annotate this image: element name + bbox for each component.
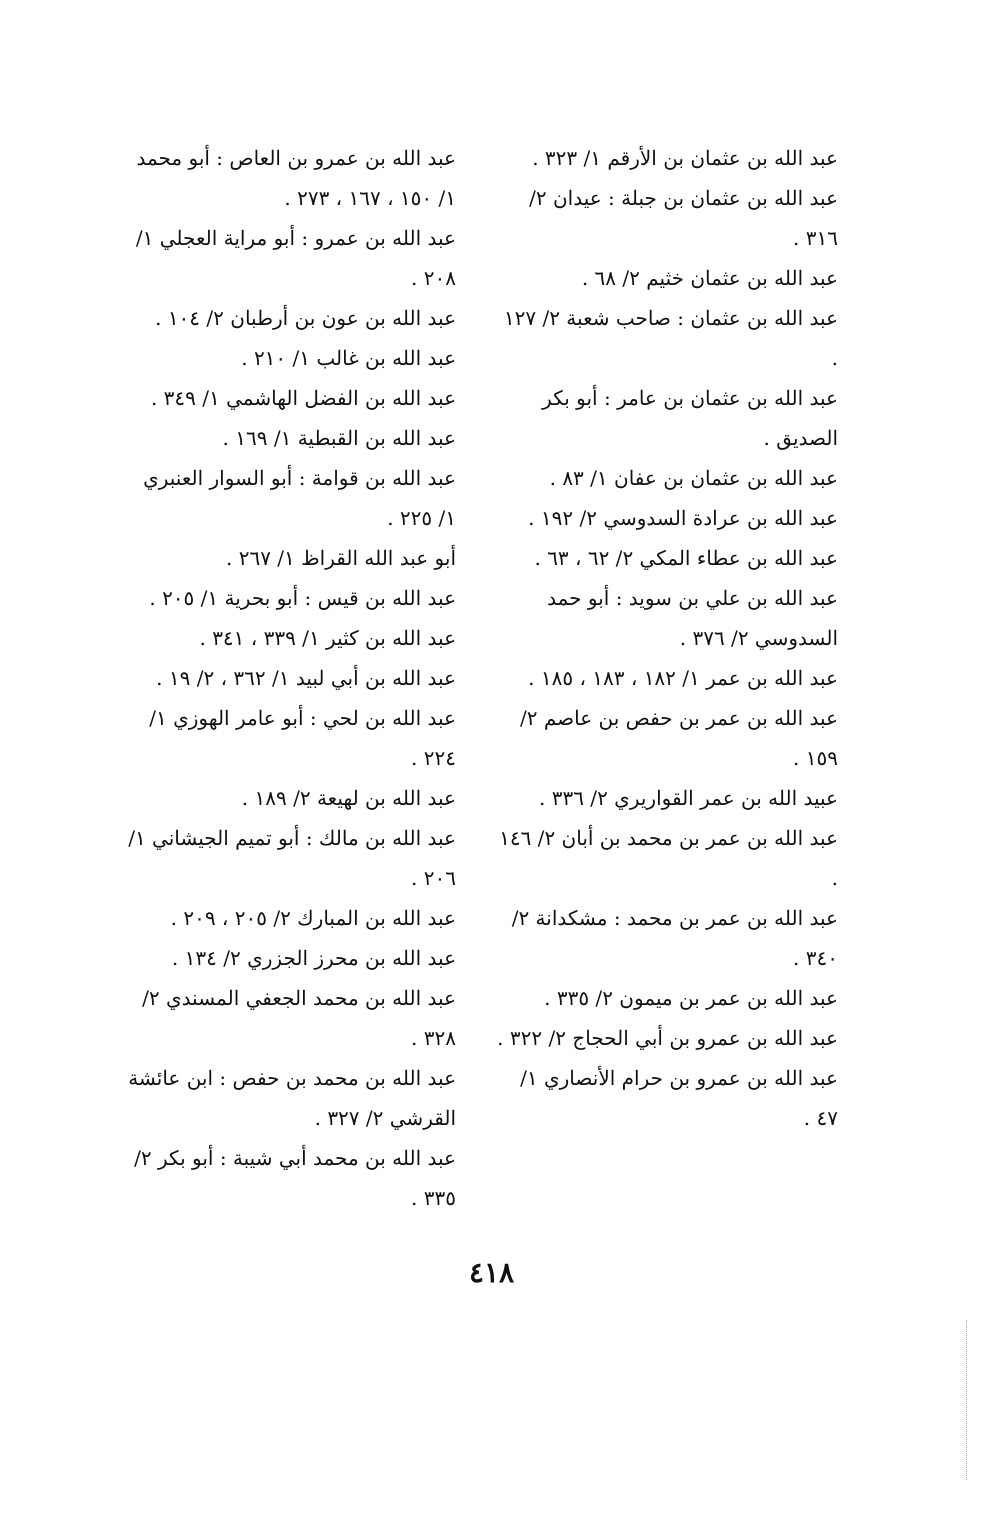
- index-entry: عبد الله بن عثمان خثيم ٢/ ٦٨ .: [581, 266, 838, 290]
- index-entry: عبد الله بن قوامة : أبو السوار العنبري ١/ ٢٢٥ .: [143, 466, 456, 530]
- index-entry: عبد الله بن محمد بن حفص : ابن عائشة القرشي ٢/ ٣٢٧ .: [128, 1066, 456, 1130]
- index-entry: عبد الله بن كثير ١/ ٣٣٩ ، ٣٤١ .: [199, 626, 456, 650]
- index-column-right: [493, 138, 838, 1138]
- index-entry: عبد الله بن لهيعة ٢/ ١٨٩ .: [241, 786, 456, 810]
- index-entry: عبد الله بن محرز الجزري ٢/ ١٣٤ .: [171, 946, 456, 970]
- index-entry: عبد الله بن القبطية ١/ ١٦٩ .: [222, 426, 456, 450]
- index-entry: عبد الله بن أبي لبيد ١/ ٣٦٢ ، ٢/ ١٩ .: [156, 666, 456, 690]
- index-column-left: [126, 138, 456, 1218]
- index-entry: عبد الله بن قيس : أبو بحرية ١/ ٢٠٥ .: [149, 586, 456, 610]
- index-entry: عبد الله بن عون بن أرطبان ٢/ ١٠٤ .: [155, 306, 456, 330]
- scan-edge-dots: [965, 1320, 967, 1480]
- index-entry: عبد الله بن محمد أبي شيبة : أبو بكر ٢/ ٣٣٥ .: [134, 1146, 456, 1210]
- index-entry: عبد الله بن الفضل الهاشمي ١/ ٣٤٩ .: [150, 386, 456, 410]
- index-entry: عبد الله بن عثمان بن عفان ١/ ٨٣ .: [549, 466, 838, 490]
- index-entry: عبد الله بن عثمان بن جبلة : عيدان ٢/ ٣١٦ .: [529, 186, 838, 250]
- index-entry: عبد الله بن عمر بن محمد : مشكدانة ٢/ ٣٤٠ .: [511, 906, 838, 970]
- index-entry: عبد الله بن عمرو : أبو مراية العجلي ١/ ٢٠٨ .: [135, 226, 456, 290]
- index-entry: عبد الله بن عمرو بن العاص : أبو محمد ١/ ١٥٠ ، ١٦٧ ، ٢٧٣ .: [136, 146, 456, 210]
- index-entry: عبد الله بن عمر بن ميمون ٢/ ٣٣٥ .: [544, 986, 838, 1010]
- index-entry: عبد الله بن عمر ١/ ١٨٢ ، ١٨٣ ، ١٨٥ .: [528, 666, 838, 690]
- index-entry: عبد الله بن عمرو بن أبي الحجاج ٢/ ٣٢٢ .: [497, 1026, 838, 1050]
- index-entry: عبيد الله بن عمر القواريري ٢/ ٣٣٦ .: [539, 786, 838, 810]
- index-entry: عبد الله بن عثمان بن عامر : أبو بكر الصديق .: [542, 386, 838, 450]
- index-entry: عبد الله بن عثمان بن الأرقم ١/ ٣٢٣ .: [532, 146, 838, 170]
- index-entry: عبد الله بن علي بن سويد : أبو حمد السدوسي ٢/ ٣٧٦ .: [547, 586, 838, 650]
- page-number: ٤١٨: [468, 1256, 515, 1289]
- index-entry: أبو عبد الله القراظ ١/ ٢٦٧ .: [225, 546, 456, 570]
- index-entry: عبد الله بن عمرو بن حرام الأنصاري ١/ ٤٧ .: [520, 1066, 838, 1130]
- index-entry: عبد الله بن عمر بن محمد بن أبان ٢/ ١٤٦ .: [499, 826, 838, 890]
- index-entry: عبد الله بن عثمان : صاحب شعبة ٢/ ١٢٧ .: [503, 306, 838, 370]
- index-entry: عبد الله بن محمد الجعفي المسندي ٢/ ٣٢٨ .: [142, 986, 456, 1050]
- index-entry: عبد الله بن عطاء المكي ٢/ ٦٢ ، ٦٣ .: [534, 546, 838, 570]
- index-entry: عبد الله بن لحي : أبو عامر الهوزي ١/ ٢٢٤ .: [149, 706, 456, 770]
- index-entry: عبد الله بن عمر بن حفص بن عاصم ٢/ ١٥٩ .: [519, 706, 838, 770]
- index-entry: عبد الله بن غالب ١/ ٢١٠ .: [241, 346, 456, 370]
- index-entry: عبد الله بن مالك : أبو تميم الجيشاني ١/ ٢٠٦ .: [128, 826, 456, 890]
- index-entry: عبد الله بن المبارك ٢/ ٢٠٥ ، ٢٠٩ .: [170, 906, 456, 930]
- index-entry: عبد الله بن عرادة السدوسي ٢/ ١٩٢ .: [528, 506, 838, 530]
